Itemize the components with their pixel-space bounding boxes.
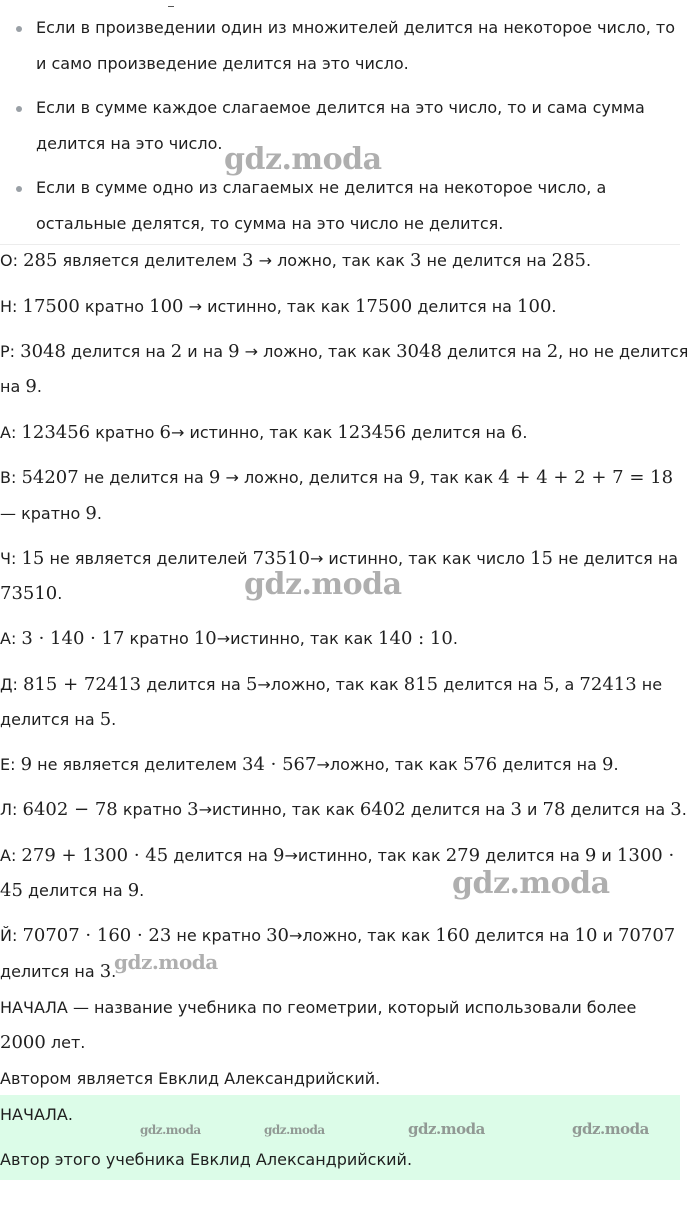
line-text: делится на [497,755,602,774]
math-expression: 9 [85,503,97,524]
line-text: и [596,846,617,865]
math-expression: 30 [266,925,289,946]
watermark: gdz.moda [408,1120,485,1138]
watermark: gdz.moda [264,1123,325,1137]
rule-product: Если в произведении один из множителей делится на некоторое число, то и само произведение делится на это число. [36,18,676,73]
math-expression: 815 [403,674,439,695]
math-expression: 815 + 72413 [22,674,142,695]
line-text: Й: [0,926,23,945]
math-expression: 5 [99,709,112,730]
line-text: не делится на [421,251,552,270]
math-expression: 3 [670,799,682,820]
math-expression: 6 [159,422,171,443]
math-expression: 9 [272,845,285,866]
line-text: , но не делится [558,342,688,361]
line-text: кратно [117,800,188,819]
rules-list [0,0,680,245]
math-expression: 9 [127,880,140,901]
line-text: и на [182,342,229,361]
line-r1 [0,339,688,365]
line-text: А: [0,629,22,648]
line-text: — кратно [0,504,86,523]
math-expression: 9 [228,341,240,362]
math-expression: 6402 [359,799,406,820]
line-text: Р: [0,342,21,361]
math-expression: 9 [20,754,33,775]
math-expression: 4 + 4 + 2 + 7 = 18 [498,467,674,488]
line-text: Д: [0,675,23,694]
line-text: не [636,675,663,694]
watermark: gdz.moda [224,142,382,177]
line-text: не делится на [78,468,209,487]
math-expression: 140 : 10 [378,628,453,649]
math-expression: 576 [462,754,498,775]
line-text: . [57,584,63,603]
line-text: делится на [65,342,171,361]
math-expression: 2 [546,341,559,362]
line-text: →истинно, так как [198,800,360,819]
watermark: gdz.moda [452,866,610,901]
line-d2 [0,707,676,733]
math-expression: 2 [170,341,183,362]
math-expression: 100 [517,296,552,317]
line-text: делится на [438,675,543,694]
math-expression: 279 [445,845,481,866]
math-expression: 3048 [20,341,66,362]
line-text: является делителем [57,251,243,270]
math-expression: 5 [542,674,555,695]
line-text: . [111,710,117,729]
math-expression: 70707 · 160 · 23 [22,925,172,946]
line-text: →истинно, так как [284,846,446,865]
watermark: gdz.moda [244,567,402,602]
line-text: →истинно, так как [216,629,379,648]
line-text: →ложно, так как [288,926,436,945]
line-text: → истинно, так как [170,423,338,442]
line-text: . [139,881,145,900]
line-text: → ложно, так как [253,251,411,270]
line-text: Ч: [0,549,22,568]
math-expression: 123456 [21,422,91,443]
line-nachala1 [0,995,676,1021]
line-text: →ложно, так как [257,675,404,694]
math-expression: 5 [245,674,258,695]
line-text: делится на [406,423,511,442]
line-author [0,1066,676,1092]
line-y1 [0,923,676,949]
line-text: не является делителем [32,755,243,774]
math-expression: 34 · 567 [242,754,317,775]
line-a2 [0,626,676,652]
line-text: Автором является Евклид Александрийский. [0,1069,381,1088]
line-text: делится на [168,846,273,865]
math-expression: 72413 [579,674,637,695]
line-text: делится на [441,342,547,361]
math-expression: 9 [601,754,614,775]
math-expression: 3 [187,799,199,820]
math-expression: 285 [551,250,587,271]
rule-sum-all: Если в сумме каждое слагаемое делится на это число, то и сама сумма делится на это число. [36,98,645,153]
math-expression: 3 · 140 · 17 [21,628,125,649]
math-expression: 10 [574,925,598,946]
line-text: Е: [0,755,21,774]
line-text: , а [554,675,580,694]
math-expression: 15 [530,548,553,569]
watermark: gdz.moda [140,1123,201,1137]
math-expression: 9 [584,845,597,866]
math-expression: 100 [149,296,184,317]
line-text: кратно [79,297,150,316]
line-text: делится на [480,846,585,865]
math-expression: 54207 [21,467,79,488]
line-text: → истинно, так как число [309,549,531,568]
line-text: . [551,297,557,316]
line-text: В: [0,468,22,487]
line-text: . [522,423,528,442]
math-expression: 285 [23,250,58,271]
answer-word: НАЧАЛА. [0,1105,73,1124]
answer-author: Автор этого учебника Евклид Александрийский. [0,1150,413,1169]
line-text: делится на [141,675,246,694]
line-text: кратно [124,629,194,648]
line-text: . [586,251,592,270]
math-expression: 45 [0,880,23,901]
bullet [16,106,22,112]
line-text: делится на [565,800,671,819]
line-text: и [597,926,618,945]
line-text: НАЧАЛА — название учебника по геометрии, который использовали более [0,998,637,1017]
math-expression: 279 + 1300 · 45 [21,845,169,866]
line-l [0,797,687,823]
math-expression: 3 [410,250,422,271]
line-text: . [96,504,102,523]
math-expression: 9 [408,467,420,488]
math-expression: 6402 − 78 [22,799,118,820]
bullet [16,26,22,32]
rule-sum-one: Если в сумме одно из слагаемых не делится на некоторое число, а остальные делятся, то сумма на это число не делится. [36,178,607,233]
line-y2 [0,959,676,985]
math-expression: 70707 [617,925,676,946]
math-expression: 17500 [22,296,80,317]
line-a1 [0,420,676,446]
line-o [0,248,676,274]
line-text: А: [0,423,22,442]
math-expression: 78 [542,799,566,820]
line-text: . [111,962,117,981]
line-text: . [36,377,42,396]
line-text: , так как [419,468,499,487]
bullet [16,186,22,192]
math-expression: 1300 · [616,845,675,866]
line-text: кратно [90,423,160,442]
math-expression: 9 [25,376,37,397]
line-v1 [0,465,676,491]
line-text: делится на [405,800,511,819]
line-nachala2 [0,1030,676,1056]
line-r2 [0,374,676,400]
line-n [0,294,676,320]
line-text: О: [0,251,24,270]
line-text: Н: [0,297,23,316]
line-text: . [681,800,687,819]
line-d1 [0,672,676,698]
math-expression: 73510 [252,548,310,569]
line-text: делится на [0,962,100,981]
math-expression: 3 [99,961,112,982]
math-expression: 10 [193,628,217,649]
line-text: делится на [22,881,128,900]
line-text: делится на [0,710,100,729]
line-e [0,752,676,778]
math-expression: 123456 [337,422,407,443]
line-text: на [0,377,26,396]
line-text: Л: [0,800,23,819]
line-text: лет. [45,1033,86,1052]
line-text: делится на [469,926,575,945]
math-expression: 3 [510,799,522,820]
math-expression: 17500 [354,296,413,317]
math-expression: 160 [435,925,470,946]
line-text: → ложно, делится на [220,468,409,487]
math-expression: 2000 [0,1032,46,1053]
line-v2 [0,501,676,527]
line-text: не кратно [171,926,267,945]
math-expression: 6 [510,422,523,443]
watermark: gdz.moda [572,1120,649,1138]
line-text: . [452,629,458,648]
line-text: не делится на [552,549,679,568]
watermark: gdz.moda [114,950,218,974]
line-text: А: [0,846,22,865]
line-text: и [521,800,543,819]
line-text: . [613,755,619,774]
line-text: делится на [412,297,518,316]
line-text: → ложно, так как [239,342,397,361]
line-text: →ложно, так как [316,755,463,774]
math-expression: 73510 [0,583,58,604]
line-text: → истинно, так как [183,297,355,316]
math-expression: 9 [208,467,221,488]
math-expression: 15 [21,548,45,569]
math-expression: 3 [242,250,254,271]
line-text: не является делителей [44,549,253,568]
math-expression: 3048 [396,341,442,362]
